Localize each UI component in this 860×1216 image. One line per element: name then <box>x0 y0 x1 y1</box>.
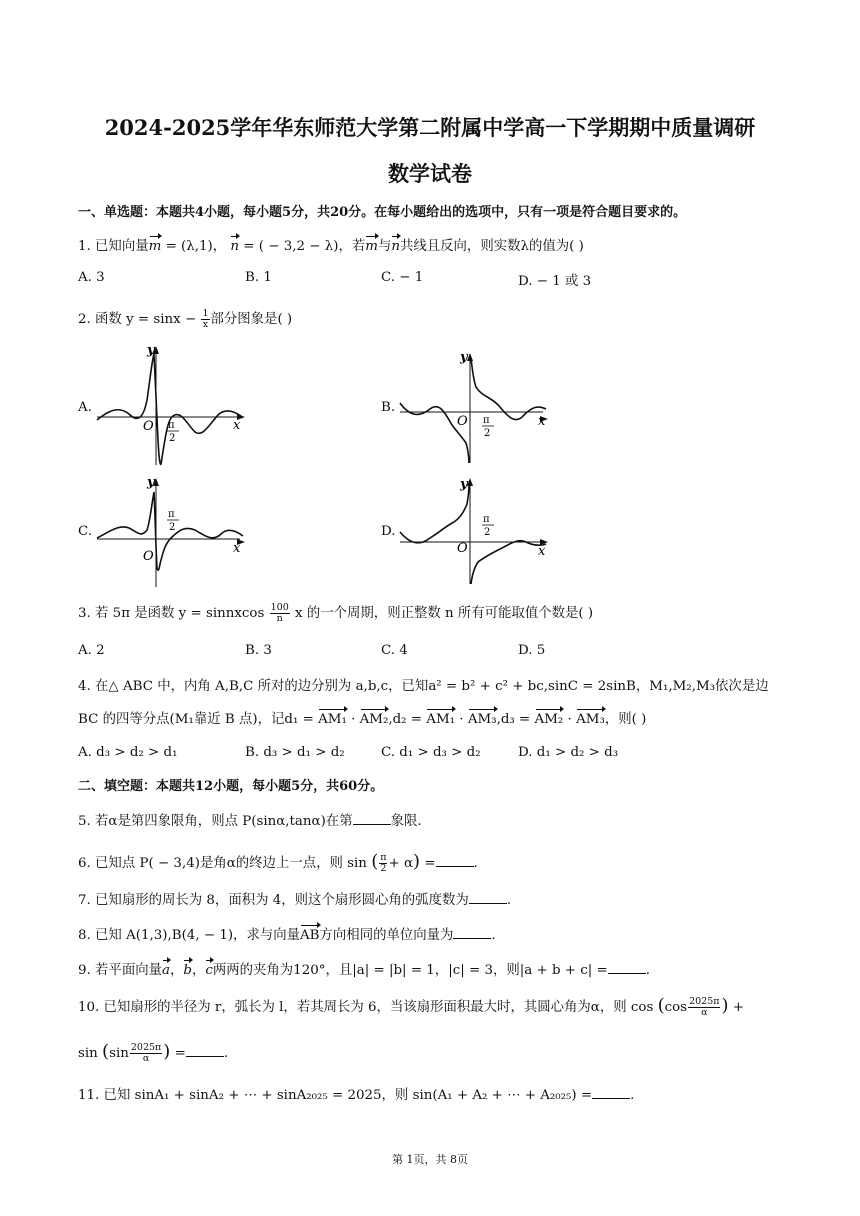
question-8 <box>78 925 496 946</box>
q2-frac-num: 1 <box>202 308 209 319</box>
q10-text-a: 10. 已知扇形的半径为 r，弧长为 l，若其周长为 6，当该扇形面积最大时，其圆心角为α，则 cos <box>78 1000 654 1015</box>
q9-text-a: 9. 若平面向量 <box>78 963 162 978</box>
q2-label-d: D. <box>381 524 396 539</box>
q2-text-b: 部分图象是( ) <box>210 312 293 327</box>
q5-text-a: 5. 若α是第四象限角，则点 P(sinα,tanα)在第 <box>78 814 353 829</box>
graph-a-pi: π <box>168 420 175 431</box>
q6-frac-den: 2 <box>380 863 387 874</box>
q1-m-sym: m <box>148 239 162 254</box>
q4-vec-6: AM₃ <box>576 710 605 730</box>
graph-b-origin: O <box>457 414 468 429</box>
q11-end: . <box>630 1088 635 1103</box>
q4-dot-2: · <box>455 712 468 727</box>
q4-dot-1: · <box>346 712 360 727</box>
q1-option-d: D. − 1 或 3 <box>518 274 592 289</box>
q7-end: . <box>506 893 512 908</box>
q1-n-def-rest: = ( − 3,2 − λ)，若 <box>239 239 366 254</box>
q5-answer-blank[interactable] <box>353 811 391 825</box>
q4-option-c: C. d₁ > d₃ > d₂ <box>381 745 481 760</box>
q1-text-c-rest: 共线且反向，则实数λ的值为( ) <box>399 239 584 254</box>
q4-option-b: B. d₃ > d₁ > d₂ <box>245 745 345 760</box>
q3-option-c: C. 4 <box>381 643 408 658</box>
q5-text-b: 象限. <box>390 814 422 829</box>
question-5 <box>78 811 422 832</box>
q10-equals: = <box>174 1046 186 1061</box>
q11-text-a: 11. 已知 sinA₁ + sinA₂ + ⋯ + sinA₂₀₂₅ = 2025，则 sin(A₁ + A₂ + ⋯ + A₂₀₂₅) = <box>78 1088 593 1103</box>
q4-vec-1: AM₁ <box>318 710 347 730</box>
q1-text-a: 1. 已知向量 <box>78 239 149 254</box>
q6-fraction <box>379 853 387 874</box>
q3-frac-num: 100 <box>270 602 289 613</box>
exam-subtitle: 数学试卷 <box>388 161 472 186</box>
q7-answer-blank[interactable] <box>469 890 507 904</box>
question-4-line-1: 4. 在△ ABC 中，内角 A,B,C 所对的边分别为 a,b,c，已知a² = b² + c² + bc,sinC = 2sinB，M₁,M₂,M₃依次是边 <box>78 679 769 694</box>
q8-end: . <box>491 928 496 943</box>
q6-end: . <box>473 856 478 871</box>
q1-option-a: A. 3 <box>78 270 105 285</box>
graph-a-x-label: x <box>233 418 241 433</box>
graph-d-origin: O <box>457 541 468 556</box>
q9-answer-blank[interactable] <box>608 960 646 974</box>
graph-b-pi: π <box>483 415 490 426</box>
q1-text-b-rest: 与 <box>377 239 392 254</box>
q1-option-b: B. 1 <box>245 270 272 285</box>
q9-va: a <box>162 963 170 978</box>
q10-answer-blank[interactable] <box>186 1043 224 1057</box>
question-9: 9. 若平面向量a，b，c两两的夹角为120°，且|a| = |b| = 1，|c| = 3，则|a + b + c| = . <box>78 960 650 981</box>
q4-option-a: A. d₃ > d₂ > d₁ <box>78 745 178 760</box>
q6-answer-blank[interactable] <box>436 853 474 867</box>
q4-end: ，则( ) <box>604 712 647 727</box>
q10-sin: sin <box>78 1046 98 1061</box>
graph-c-origin: O <box>143 549 154 564</box>
q3-option-b: B. 3 <box>245 643 272 658</box>
q4-option-d: D. d₁ > d₂ > d₃ <box>518 745 619 760</box>
q6-frac-num: π <box>380 852 387 863</box>
q6-mid: + α <box>388 856 414 871</box>
q8-text-b: 方向相同的单位向量为 <box>319 928 454 943</box>
vector-m <box>149 237 162 257</box>
q2-label-a: A. <box>78 400 92 415</box>
q3-option-d: D. 5 <box>518 643 546 658</box>
q8-vector-ab: AB <box>300 926 320 946</box>
q9-end: . <box>645 963 651 978</box>
question-7 <box>78 890 511 911</box>
q8-text-a: 8. 已知 A(1,3),B(4, − 1)，求与向量 <box>78 928 301 943</box>
graph-a-y-label: y <box>147 343 155 358</box>
graph-b-two: 2 <box>484 428 491 439</box>
q10-frac-num-1: 2025π <box>689 996 720 1007</box>
q2-frac-den: x <box>202 319 209 330</box>
q10-fraction-2 <box>130 1043 162 1064</box>
q7-text-a: 7. 已知扇形的周长为 8，面积为 4，则这个扇形圆心角的弧度数为 <box>78 893 469 908</box>
graph-c <box>95 472 255 592</box>
page-footer: 第 1页，共 8页 <box>392 1153 468 1166</box>
q3-option-a: A. 2 <box>78 643 105 658</box>
q9-vec-c <box>205 961 213 981</box>
q2-label-c: C. <box>78 524 93 539</box>
q4-mid-2: ,d₃ = <box>496 712 531 727</box>
graph-c-two: 2 <box>169 522 176 533</box>
graph-d-x-label: x <box>538 544 546 559</box>
q8-answer-blank[interactable] <box>453 925 491 939</box>
graph-d-y-label: y <box>460 477 468 492</box>
graph-d-pi: π <box>483 514 490 525</box>
q10-frac-den-2: α <box>142 1053 150 1064</box>
question-11 <box>78 1085 634 1106</box>
q3-frac-den: n <box>276 613 283 624</box>
graph-d-two: 2 <box>484 527 491 538</box>
q1-option-c: C. − 1 <box>381 270 424 285</box>
q10-sin-inner: sin <box>109 1046 129 1061</box>
q9-vb: b <box>183 963 192 978</box>
q2-fraction <box>201 309 209 330</box>
vector-n-2: n <box>391 237 400 257</box>
q3-text-a: 3. 若 5π 是函数 y = sinnxcos <box>78 606 265 621</box>
q6-equals: = <box>424 856 436 871</box>
q10-fraction-1 <box>688 997 720 1018</box>
graph-a-two: 2 <box>169 433 176 444</box>
q10-cos-inner: cos <box>664 1000 688 1015</box>
q2-text-a: 2. 函数 y = sinx − <box>78 312 197 327</box>
question-1 <box>78 237 584 257</box>
q3-text-b: x 的一个周期，则正整数 n 所有可能取值个数是( ) <box>295 606 594 621</box>
q4-mid-1: ,d₂ = <box>388 712 423 727</box>
vector-m-2: m <box>365 237 378 257</box>
graph-c-x-label: x <box>233 541 241 556</box>
exam-title: 2024-2025学年华东师范大学第二附属中学高一下学期期中质量调研 <box>104 115 756 140</box>
graph-b-x-label: x <box>538 414 546 429</box>
q4-line2-a: BC 的四等分点(M₁靠近 B 点)，记d₁ = <box>78 712 314 727</box>
q4-vec-4: AM₃ <box>468 710 497 730</box>
question-2 <box>78 309 292 330</box>
graph-a-origin: O <box>143 419 154 434</box>
section-2-heading: 二、填空题：本题共12小题，每小题5分，共60分。 <box>78 779 384 794</box>
question-10-line-2: sin (sin $\frac{2025\pi}{\alpha}$ ) = . <box>78 1041 229 1064</box>
question-3 <box>78 603 593 624</box>
section-1-heading: 一、单选题：本题共4小题，每小题5分，共20分。在每小题给出的选项中，只有一项是符合题目要求的。 <box>78 205 687 220</box>
q10-end: . <box>223 1046 229 1061</box>
graph-d <box>398 472 558 592</box>
graph-b <box>398 345 558 470</box>
question-4-line-2 <box>78 710 646 730</box>
q9-vec-b <box>183 961 192 981</box>
q4-vec-2: AM₂ <box>360 710 389 730</box>
graph-c-pi: π <box>168 509 175 520</box>
q2-label-b: B. <box>381 400 396 415</box>
q10-frac-num-2: 2025π <box>130 1042 162 1053</box>
q10-frac-den-1: α <box>701 1007 708 1018</box>
q4-dot-3: · <box>563 712 577 727</box>
vector-n: n <box>230 237 239 257</box>
graph-b-y-label: y <box>460 350 468 365</box>
question-10-line-1: 10. 已知扇形的半径为 r，弧长为 l，若其周长为 6，当该扇形面积最大时，其圆心角为α，则 cos (cos $\frac{2025\pi}{\alpha}$ ) + <box>78 995 745 1018</box>
q6-text-a: 6. 已知点 P( − 3,4)是角α的终边上一点，则 sin <box>78 856 367 871</box>
q11-answer-blank[interactable] <box>592 1085 630 1099</box>
q9-vec-a <box>162 961 170 981</box>
q3-fraction <box>270 603 290 624</box>
q1-m-def-rest: = (λ,1)， <box>161 239 227 254</box>
question-6: 6. 已知点 P( − 3,4)是角α的终边上一点，则 sin ( $\frac{\pi}{2}$ + α) = . <box>78 851 478 874</box>
q9-vc: c <box>205 963 213 978</box>
q4-vec-5: AM₂ <box>535 710 564 730</box>
q4-vec-3: AM₁ <box>426 710 455 730</box>
q10-plus: + <box>732 1000 745 1015</box>
graph-c-y-label: y <box>147 475 155 490</box>
q9-text-b: 两两的夹角为120°，且|a| = |b| = 1，|c| = 3，则|a + b + c| = <box>212 963 608 978</box>
graph-a <box>95 340 255 470</box>
